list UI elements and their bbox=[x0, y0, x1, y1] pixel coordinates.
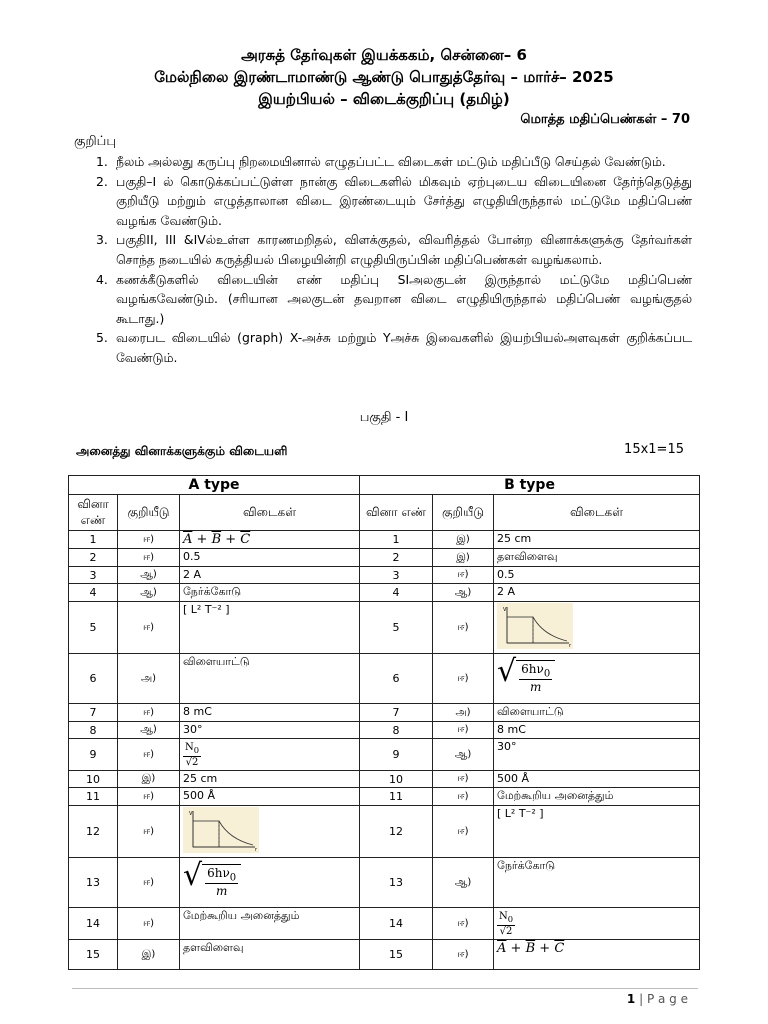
formula-sqrt: √ $6h\nu_0$ m bbox=[183, 859, 241, 899]
question-number-a: 2 bbox=[69, 549, 118, 567]
page-separator: | bbox=[639, 992, 644, 1006]
answer-text: 8 mC bbox=[494, 722, 700, 739]
answer-formula bbox=[180, 739, 360, 771]
notes-list bbox=[96, 152, 692, 368]
question-number-b: 6 bbox=[360, 654, 433, 704]
note-item bbox=[96, 270, 692, 329]
question-number-b: 3 bbox=[360, 567, 433, 584]
svg-text:V: V bbox=[503, 607, 507, 613]
table-row bbox=[69, 806, 700, 858]
table-row bbox=[69, 940, 700, 970]
question-number-b: 11 bbox=[360, 788, 433, 806]
col-answer-a: விடைகள் bbox=[180, 495, 360, 531]
question-number-a: 1 bbox=[69, 531, 118, 549]
question-number-a: 11 bbox=[69, 788, 118, 806]
page-footer bbox=[627, 992, 688, 1006]
question-number-a: 8 bbox=[69, 722, 118, 739]
answer-key-table bbox=[68, 475, 700, 970]
answer-text: [ L² T⁻² ] bbox=[180, 602, 360, 654]
answer-code-a: ஈ) bbox=[118, 788, 180, 806]
answer-code-b: அ) bbox=[433, 704, 494, 722]
answer-code-a: ஈ) bbox=[118, 908, 180, 940]
answer-text: 0.5 bbox=[494, 567, 700, 584]
question-number-b: 15 bbox=[360, 940, 433, 970]
question-number-b: 7 bbox=[360, 704, 433, 722]
table-row bbox=[69, 602, 700, 654]
table-row bbox=[69, 858, 700, 908]
table-row bbox=[69, 704, 700, 722]
answer-code-b: ஈ) bbox=[433, 940, 494, 970]
table-row bbox=[69, 531, 700, 549]
answer-code-b: ஈ) bbox=[433, 908, 494, 940]
formula-vector: $\overline{A} + \overline{B} + \overline{C}$ bbox=[497, 941, 565, 956]
answer-code-b: ஈ) bbox=[433, 788, 494, 806]
page-number: 1 bbox=[626, 992, 636, 1006]
question-number-a: 13 bbox=[69, 858, 118, 908]
answer-text: 500 Å bbox=[180, 788, 360, 806]
table-row bbox=[69, 584, 700, 602]
table-row bbox=[69, 788, 700, 806]
formula-fraction: $\frac{N_0}{√2}$ bbox=[185, 742, 200, 768]
graph-image bbox=[183, 807, 259, 853]
answer-code-b: ஈ) bbox=[433, 602, 494, 654]
question-number-a: 6 bbox=[69, 654, 118, 704]
question-number-a: 15 bbox=[69, 940, 118, 970]
header-line-3: இயற்பியல் – விடைக்குறிப்பு (தமிழ்) bbox=[258, 90, 510, 108]
answer-text: மேற்கூறிய அனைத்தும் bbox=[180, 908, 360, 940]
svg-text:r: r bbox=[569, 643, 572, 649]
answer-code-a: ஈ) bbox=[118, 531, 180, 549]
answer-text: 25 cm bbox=[180, 771, 360, 788]
question-number-a: 4 bbox=[69, 584, 118, 602]
answer-text: 30° bbox=[494, 739, 700, 771]
answer-text: 30° bbox=[180, 722, 360, 739]
note-number: 1. bbox=[96, 154, 108, 169]
answer-text: 2 A bbox=[180, 567, 360, 584]
answer-code-a: இ) bbox=[118, 771, 180, 788]
answer-code-a: ஈ) bbox=[118, 806, 180, 858]
part-heading: பகுதி - I bbox=[359, 410, 409, 425]
answer-rows bbox=[69, 531, 700, 970]
note-text: வரைபட விடையில் (graph) X-அச்சு மற்றும் Yஅச்சு இவைகளில் இயற்பியல்அளவுகள் குறிக்கப்பட வேண்டும். bbox=[116, 330, 692, 365]
question-number-a: 3 bbox=[69, 567, 118, 584]
question-number-b: 9 bbox=[360, 739, 433, 771]
note-text: பகுதி–I ல் கொடுக்கப்பட்டுள்ள நான்கு விடைகளில் மிகவும் ஏற்புடைய விடையினை தேர்ந்தெடுத்து குறியீடு மற்றும் எழுத்தாலான விடை இரண்டையும் சேர்த்து எழுதியிருந்தால் மட்டுமே மதிப்பெண் வழங்க வேண்டும். bbox=[116, 173, 692, 228]
page-label: P a g e bbox=[646, 992, 688, 1006]
answer-code-b: ஈ) bbox=[433, 722, 494, 739]
answer-formula bbox=[180, 858, 360, 908]
col-answer-b: விடைகள் bbox=[494, 495, 700, 531]
table-row bbox=[69, 908, 700, 940]
note-text: பகுதிII, III &IVல்உள்ள காரணமறிதல், விளக்குதல், விவரித்தல் போன்ற வினாக்களுக்கு தேர்வர்கள் சொந்த நடையில் கருத்தியல் பிழையின்றி எழுதியிருப்பின் மதிப்பெண்கள் வழங்கலாம். bbox=[116, 232, 692, 267]
notes-title: குறிப்பு bbox=[74, 134, 117, 149]
note-item bbox=[96, 230, 692, 269]
instruction-text: அனைத்து வினாக்களுக்கும் விடையளி bbox=[76, 444, 288, 458]
answer-formula bbox=[494, 908, 700, 940]
answer-code-b: ஈ) bbox=[433, 654, 494, 704]
answer-code-b: ஆ) bbox=[433, 858, 494, 908]
formula-fraction: $\frac{N_0}{√2}$ bbox=[499, 911, 514, 937]
answer-code-a: ஆ) bbox=[118, 567, 180, 584]
answer-text: [ L² T⁻² ] bbox=[494, 806, 700, 858]
table-row bbox=[69, 771, 700, 788]
answer-code-b: ஈ) bbox=[433, 567, 494, 584]
question-number-b: 1 bbox=[360, 531, 433, 549]
table-row bbox=[69, 549, 700, 567]
col-qno-a: வினா எண் bbox=[69, 495, 118, 531]
svg-text:r: r bbox=[255, 847, 258, 853]
question-number-b: 5 bbox=[360, 602, 433, 654]
answer-code-a: ஈ) bbox=[118, 704, 180, 722]
col-code-b: குறியீடு bbox=[433, 495, 494, 531]
answer-code-b: இ) bbox=[433, 549, 494, 567]
answer-formula bbox=[494, 654, 700, 704]
answer-text: 25 cm bbox=[494, 531, 700, 549]
answer-graph bbox=[180, 806, 360, 858]
answer-code-a: ஆ) bbox=[118, 584, 180, 602]
answer-code-b: ஈ) bbox=[433, 806, 494, 858]
note-text: நீலம் அல்லது கருப்பு நிறமையினால் எழுதப்பட்ட விடைகள் மட்டும் மதிப்பீடு செய்தல் வேண்டும். bbox=[116, 154, 666, 169]
question-number-a: 12 bbox=[69, 806, 118, 858]
table-row bbox=[69, 654, 700, 704]
note-text: கணக்கீடுகளில் விடையின் எண் மதிப்பு SIஅலகுடன் இருந்தால் மட்டுமே மதிப்பெண் வழங்கவேண்டும். (சரியான அலகுடன் தவறான விடை எழுதியிருந்தால் மதிப்பெண் வழங்குதல் கூடாது.) bbox=[116, 271, 692, 326]
question-number-a: 10 bbox=[69, 771, 118, 788]
footer-divider bbox=[72, 988, 698, 989]
note-number: 3. bbox=[96, 232, 108, 248]
group-a-header: A type bbox=[69, 476, 360, 495]
question-number-b: 8 bbox=[360, 722, 433, 739]
answer-text: நேர்க்கோடு bbox=[180, 584, 360, 602]
answer-code-a: ஈ) bbox=[118, 549, 180, 567]
answer-code-a: ஆ) bbox=[118, 722, 180, 739]
answer-text: தளவிளைவு bbox=[494, 549, 700, 567]
answer-code-a: இ) bbox=[118, 940, 180, 970]
instruction-marks: 15x1=15 bbox=[624, 442, 684, 457]
answer-code-a: ஈ) bbox=[118, 602, 180, 654]
table-row bbox=[69, 739, 700, 771]
table-row bbox=[69, 722, 700, 739]
answer-code-a: ஈ) bbox=[118, 858, 180, 908]
col-code-a: குறியீடு bbox=[118, 495, 180, 531]
answer-formula bbox=[494, 940, 700, 970]
question-number-b: 10 bbox=[360, 771, 433, 788]
question-number-a: 9 bbox=[69, 739, 118, 771]
answer-graph bbox=[494, 602, 700, 654]
col-qno-b: வினா எண் bbox=[360, 495, 433, 531]
answer-code-b: இ) bbox=[433, 531, 494, 549]
table-row bbox=[69, 567, 700, 584]
answer-text: விளையாட்டு bbox=[180, 654, 360, 704]
note-item bbox=[96, 152, 692, 172]
answer-formula bbox=[180, 531, 360, 549]
answer-text: 8 mC bbox=[180, 704, 360, 722]
answer-text: நேர்க்கோடு bbox=[494, 858, 700, 908]
graph-image bbox=[497, 603, 573, 649]
question-number-b: 14 bbox=[360, 908, 433, 940]
question-number-b: 12 bbox=[360, 806, 433, 858]
question-number-b: 4 bbox=[360, 584, 433, 602]
formula-vector: $\overline{A} + \overline{B} + \overline{C}$ bbox=[183, 532, 251, 547]
question-number-b: 2 bbox=[360, 549, 433, 567]
answer-code-b: ஈ) bbox=[433, 771, 494, 788]
note-item bbox=[96, 172, 692, 231]
note-number: 4. bbox=[96, 271, 108, 287]
answer-text: 0.5 bbox=[180, 549, 360, 567]
answer-text: 500 Å bbox=[494, 771, 700, 788]
answer-code-b: ஆ) bbox=[433, 739, 494, 771]
answer-text: விளையாட்டு bbox=[494, 704, 700, 722]
note-number: 5. bbox=[96, 330, 108, 346]
question-number-b: 13 bbox=[360, 858, 433, 908]
answer-code-a: அ) bbox=[118, 654, 180, 704]
svg-text:V: V bbox=[189, 811, 193, 817]
note-item bbox=[96, 328, 692, 367]
answer-text: மேற்கூறிய அனைத்தும் bbox=[494, 788, 700, 806]
answer-code-b: ஆ) bbox=[433, 584, 494, 602]
header-line-1: அரசுத் தேர்வுகள் இயக்ககம், சென்னை– 6 bbox=[241, 46, 527, 64]
total-marks: மொத்த மதிப்பெண்கள் – 70 bbox=[520, 112, 690, 127]
question-number-a: 5 bbox=[69, 602, 118, 654]
answer-text: தளவிளைவு bbox=[180, 940, 360, 970]
formula-sqrt: √ $6h\nu_0$ m bbox=[497, 655, 555, 695]
question-number-a: 7 bbox=[69, 704, 118, 722]
group-b-header: B type bbox=[360, 476, 700, 495]
question-number-a: 14 bbox=[69, 908, 118, 940]
note-number: 2. bbox=[96, 173, 108, 189]
answer-code-a: ஈ) bbox=[118, 739, 180, 771]
header-line-2: மேல்நிலை இரண்டாமாண்டு ஆண்டு பொதுத்தேர்வு – மார்ச்– 2025 bbox=[154, 68, 614, 86]
answer-text: 2 A bbox=[494, 584, 700, 602]
